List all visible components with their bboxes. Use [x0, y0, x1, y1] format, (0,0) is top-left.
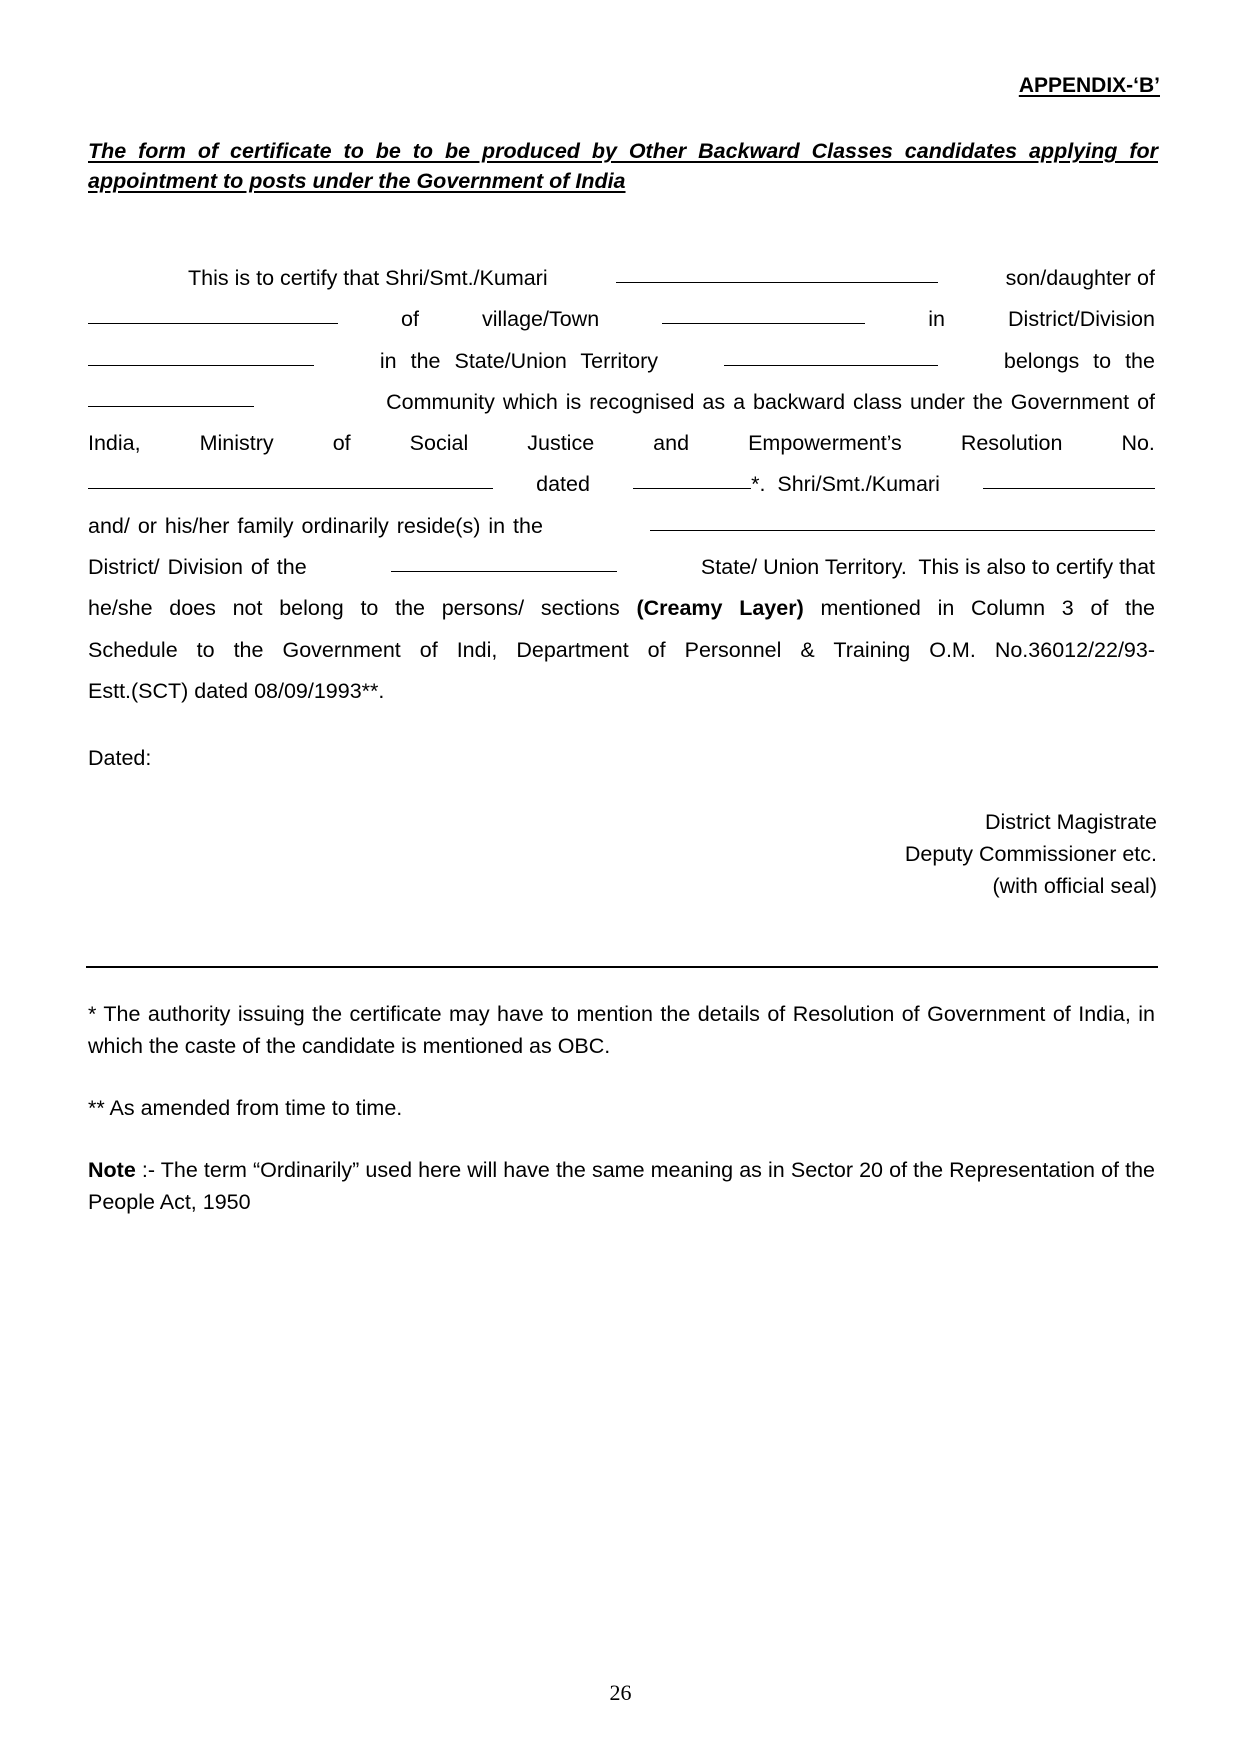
text: Ministry	[199, 431, 274, 456]
body-line-6	[88, 464, 1155, 505]
body-line-11	[88, 671, 1155, 712]
name-blank-2[interactable]	[983, 487, 1155, 489]
dated-label: Dated:	[88, 746, 152, 770]
text: *. Shri/Smt./Kumari	[751, 472, 940, 497]
form-title: The form of certificate to be to be produced by Other Backward Classes candidates applying for appointment to posts under the Government of India	[88, 139, 1158, 193]
body-line-1	[88, 258, 1155, 299]
resolution-no-blank[interactable]	[88, 487, 493, 489]
signature-line-3: (with official seal)	[992, 874, 1157, 898]
footnote-star: * The authority issuing the certificate may have to mention the details of Resolution of Government of India, in which the caste of the candidate is mentioned as OBC.	[88, 1002, 1155, 1058]
text: in the State/Union Territory	[379, 348, 659, 373]
text: Empowerment’s	[748, 431, 902, 456]
body-line-8	[88, 547, 1155, 588]
name-blank[interactable]	[616, 281, 938, 283]
parent-name-blank[interactable]	[88, 322, 338, 324]
text: of	[332, 431, 351, 456]
body-line-5	[88, 423, 1155, 464]
text: District/Division	[1008, 307, 1155, 332]
text: Social	[409, 431, 469, 456]
text: belongs to the	[1003, 348, 1155, 373]
residence-state-blank[interactable]	[391, 570, 617, 572]
state-blank[interactable]	[724, 364, 938, 366]
village-blank[interactable]	[662, 322, 865, 324]
text: Estt.(SCT) dated 08/09/1993**.	[88, 678, 385, 703]
note-label: Note	[88, 1158, 136, 1182]
signature-line-1: District Magistrate	[984, 810, 1157, 834]
text: District/ Division of the	[88, 555, 307, 580]
appendix-heading: APPENDIX-‘B’	[1018, 74, 1160, 97]
text: son/daughter of	[1005, 266, 1155, 290]
body-line-4	[88, 382, 1155, 423]
text: Resolution	[960, 431, 1063, 456]
note-paragraph	[88, 1154, 1155, 1218]
text: Community which is recognised as a backward class under the Government of	[386, 389, 1155, 414]
page-number: 26	[609, 1680, 632, 1705]
text: Justice	[527, 431, 595, 456]
text: India,	[88, 431, 141, 456]
district-blank[interactable]	[88, 364, 314, 366]
date-group	[633, 464, 940, 505]
residence-blank[interactable]	[650, 529, 1155, 531]
body-line-3	[88, 341, 1155, 382]
signature-line-2: Deputy Commissioner etc.	[904, 842, 1157, 866]
text: dated	[536, 472, 590, 497]
text: of	[401, 307, 419, 332]
text: and	[653, 431, 690, 456]
footnote-double-star: ** As amended from time to time.	[88, 1096, 403, 1120]
footnote-divider	[86, 966, 1158, 968]
signature-block	[905, 806, 1157, 902]
text: State/ Union Territory. This is also to certify that	[700, 555, 1155, 580]
body-line-7	[88, 506, 1155, 547]
body-line-10	[88, 630, 1155, 671]
certificate-body	[88, 258, 1155, 712]
text: No.	[1121, 431, 1155, 456]
body-line-2	[88, 299, 1155, 340]
community-blank[interactable]	[88, 405, 254, 407]
note-text: :- The term “Ordinarily” used here will have the same meaning as in Sector 20 of the Representation of the People Act, 1950	[88, 1158, 1155, 1214]
text: village/Town	[482, 307, 600, 332]
text: he/she does not belong to the persons/ sections	[88, 596, 637, 621]
text: in	[928, 307, 945, 332]
creamy-layer-text: (Creamy Layer)	[636, 596, 804, 621]
text: Schedule to the Government of Indi, Department of Personnel & Training O.M. No.36012/22/93-	[88, 637, 1155, 662]
body-line-9	[88, 588, 1155, 629]
resolution-date-blank[interactable]	[633, 487, 751, 489]
text: mentioned in Column 3 of the	[803, 596, 1156, 621]
text: This is to certify that Shri/Smt./Kumari	[188, 266, 548, 290]
text: and/ or his/her family ordinarily reside(s) in the	[88, 513, 543, 538]
